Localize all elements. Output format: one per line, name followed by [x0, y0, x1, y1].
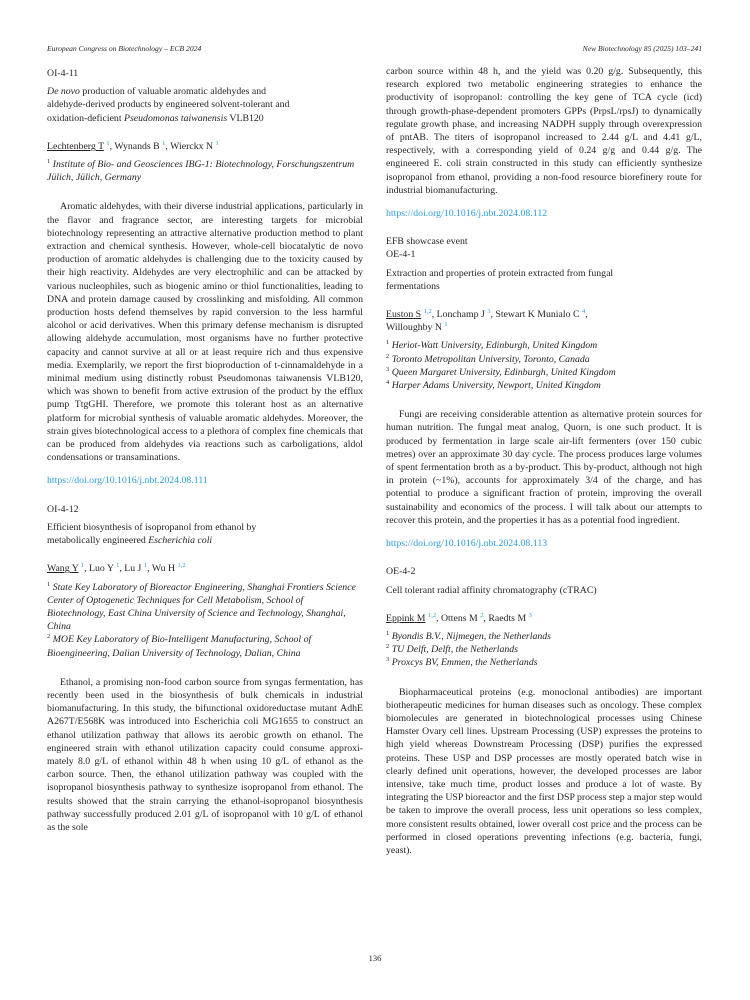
- author: Willoughby N: [386, 322, 442, 334]
- author-affil-link[interactable]: 1: [162, 139, 166, 147]
- author-affil-link[interactable]: 1: [143, 562, 148, 570]
- author: Lonchamp J: [436, 309, 485, 321]
- affiliation: $^2$ Toronto Metropolitan University, Toronto, Canada: [386, 352, 590, 365]
- abstract-title: Cell tolerant radial affinity chromatography (cTRAC): [386, 584, 597, 596]
- abstract-code: OE-4-1: [386, 249, 416, 261]
- affiliation-list: [47, 581, 363, 660]
- affiliation: $^3$ Queen Margaret University, Edinburgh, United Kingdom: [386, 365, 616, 378]
- author: Luo Y: [89, 563, 114, 575]
- title-italic: De novo: [47, 86, 80, 98]
- author-presenter: Euston S: [386, 309, 422, 321]
- abstract-body: Fungi are receiving considerable attention as alternative protein sources for human nutrition. The fungal meat analog, Quorn, is one such product. It is produced by fermentation in large scale air-lift fermenters (over 150 cubic metres) over an approximate 30 day cycle. The process produces large volumes of spent fermentation broth as a by-product. This by-product, although not high in protein (~1%), accounts for approximately 3/4 of the charge, and has potential to produce a significant fraction of protein, improving the overall sustainability and economics of the process. I will talk about our attempts to recover this protein, and the properties it has as a potential food ingredient.: [386, 409, 702, 526]
- author-affil-link[interactable]: 1: [444, 321, 448, 329]
- author-affil-link[interactable]: 1,2: [177, 562, 186, 570]
- abstract-body: Aromatic aldehydes, with their diverse industrial applications, particularly in the flavor and fragrance sector, are interesting targets for microbial biotechnology representing an attractive alternative production method to plant extraction and chemical synthesis. However, whole-cell biocatalytic de novo production of aromatic aldehydes is challenging due to the toxicity caused by their high reactivity. Aldehydes are very electrophilic and can be attacked by various nucleophiles, such as biogenic amino or thiol functionalities, leading to DNA and protein damage caused by crosslinking and misfolding. All common production hosts defend themselves by rapid conversion to the less harmful alcohol or acid derivatives. When this primary defense mechanism is disrupted allowing aldehyde accumulation, most organisms have no further protective capacity and cannot survive at all or at least require rich and thus expensive media. Exemplarily, we report the first bioproduction of t-cinnamaldehyde in a minimal medium using distinctly robust Pseudomonas taiwanensis VLB120, which was shown to benefit from active extrusion of the product by the efflux pump TtgGHI. Therefore, we promote this tolerant host as an alternative platform for microbial synthesis of valuable aromatic aldehydes. Moreover, the strain gives biotechnological access to a plethora of complex fine chemicals that can be produced from aldehydes via reactions such as carboligations, aldol condensations or transaminations.: [47, 201, 363, 464]
- title-text-end: VLB120: [227, 112, 264, 124]
- affiliation-list: [386, 630, 702, 670]
- author-presenter: Lechtenberg T: [47, 140, 104, 152]
- running-head-journal-conference: European Congress on Biotechnology – ECB 2024: [47, 44, 202, 53]
- author-affil-link[interactable]: 3: [487, 308, 491, 316]
- page-number: 136: [368, 953, 382, 963]
- abstract-code: OI-4-11: [47, 68, 79, 79]
- doi-link[interactable]: https://doi.org/10.1016/j.nbt.2024.08.113: [386, 538, 548, 550]
- abstract-oi-4-11: [47, 67, 363, 488]
- right-column: [386, 65, 702, 867]
- abstract-code: OE-4-2: [386, 566, 416, 578]
- running-head-citation: New Biotechnology 85 (2025) 103–241: [582, 44, 702, 53]
- title-text: Efficient biosynthesis of isopropanol from ethanol by metabolically engineered: [47, 521, 257, 547]
- author-list: Lechtenberg T $^1$, Wynands B $^1$, Wierckx N $^1$: [47, 139, 219, 152]
- title-italic-species: Escherichia coli: [148, 535, 213, 547]
- abstract-body: Ethanol, a promising non-food carbon source from syngas fermentation, has recently been used in the biosynthesis of bulk chemicals in industrial biomanufacturing. In this study, the bifunctional oxidoreductase mutant AdhE A267T/E568K was introduced into Escherichia coli MG1655 to construct an ethanol utilization pathway that allows its aerobic growth on ethanol. The engineered strain with ethanol utilization capacity could consume approximately 8.0 g/L of ethanol within 48 h when using 10 g/L of ethanol as the carbon source. Then, the ethanol utilization pathway was coupled with the isopropanol biosynthesis pathway to synthesize isopropanol from ethanol. The results showed that the strain carrying the ethanol-isopropanol biosynthesis pathway successfully produced 2.01 g/L of isopropanol with 10 g/L of ethanol as the sole: [47, 676, 363, 833]
- author: Wu H: [151, 563, 176, 575]
- author-presenter: Wang Y: [47, 563, 79, 575]
- affiliation: $^2$ MOE Key Laboratory of Bio-Intelligent Manufacturing, School of Bioengineering, Dalian University of Technology, Dalian, China: [47, 633, 312, 659]
- author-affil-link[interactable]: 1: [106, 139, 110, 147]
- author-affil-link[interactable]: 2: [480, 611, 484, 619]
- author: Ottens M: [440, 612, 478, 624]
- author-list: Euston S $^{1,2}$, Lonchamp J $^3$, Stewart K Munialo C $^4$, Willoughby N $^1$: [386, 308, 588, 334]
- abstract-title: Extraction and properties of protein extracted from fungal fermentations: [386, 267, 614, 292]
- abstract-oe-4-1: [386, 235, 702, 550]
- abstract-oi-4-12: [47, 503, 363, 834]
- author: Raedts M: [488, 612, 527, 624]
- author-affil-link[interactable]: 3: [528, 611, 532, 619]
- abstract-body-continued: carbon source within 48 h, and the yield was 0.20 g/g. Subsequently, this research explored two metabolic engineering strategies to enhance the productivity of isopropanol: controlling the key gene of TCA cycle (icd) through growth-phase-dependent promoters GPPs (PrpsL/rpsJ) to dynamically regulate growth phase, and increasing NADPH supply through overexpression of pntAB. The titers of isopropanol increased to 2.44 g/L and 4.41 g/L, respectively, with a corresponding yield of 0.24 g/g and 0.44 g/g. The engineered E. coli strain constructed in this study can efficiently synthesize isopropanol from ethanol, providing a non-food resource biorefinery route for industrial biomanufacturing.: [386, 66, 702, 196]
- author-affil-link[interactable]: 1,2: [427, 611, 437, 619]
- author-affil-link[interactable]: 1: [116, 562, 120, 570]
- author: Lu J: [124, 563, 142, 575]
- affiliation: $^1$ Heriot-Watt University, Edinburgh, United Kingdom: [386, 339, 598, 352]
- author-list: Wang Y $^1$, Luo Y $^1$, Lu J $^1$, Wu H $^{1,2}$: [47, 562, 186, 575]
- abstract-title: [47, 521, 297, 547]
- affiliation: $^1$ Byondis B.V., Nijmegen, the Netherlands: [386, 629, 551, 642]
- author-list: Eppink M $^{1,2}$, Ottens M $^2$, Raedts M $^3$: [386, 611, 532, 624]
- author-affil-link[interactable]: 1,2: [423, 308, 432, 316]
- title-italic-species: Pseudomonas taiwanensis: [124, 112, 228, 124]
- author-affil-link[interactable]: 1: [215, 139, 219, 147]
- author-affil-link[interactable]: 1: [80, 562, 85, 570]
- doi-link[interactable]: https://doi.org/10.1016/j.nbt.2024.08.111: [47, 475, 208, 487]
- abstract-body: Biopharmaceutical proteins (e.g. monoclonal antibodies) are important biotherapeutic medicines for human diseases such as oncology. These complex biomolecules are generated in biotechnological processes using Chinese Hamster Ovary cell lines. Upstream Processing (USP) expresses the proteins to high yield whereas Downstream Processing (DSP) purifies the expressed proteins. These USP and DSP processes are mostly operated batch wise in clearly defined unit operations, however, the developed processes are labor intensive, take much time, product losses and produce a lot of waste. By integrating the USP bioreactor and the first DSP process step a major step would be taken to improve the overall process, less unit operations so less complex, more consistent results obtained, lower overall cost price and the process can be performed in closed operations preventing infections (e.g. bacteria, fungi, yeast).: [386, 686, 702, 856]
- event-label: EFB showcase event: [386, 236, 468, 248]
- abstract-title: [47, 85, 297, 125]
- author: Wierckx N: [170, 140, 214, 152]
- doi-link[interactable]: https://doi.org/10.1016/j.nbt.2024.08.112: [386, 208, 548, 220]
- abstract-oi-4-12-continued: [386, 65, 702, 220]
- affiliation: $^1$ Institute of Bio- and Geosciences IBG-1: Biotechnology, Forschungszentrum Jülich, Jülich, Germany: [47, 158, 355, 184]
- author-presenter: Eppink M: [386, 612, 426, 624]
- author: Wynands B: [114, 140, 160, 152]
- author-affil-link[interactable]: 4: [581, 308, 586, 316]
- affiliation: $^2$ TU Delft, Delft, the Netherlands: [386, 643, 518, 656]
- abstract-oe-4-2: [386, 565, 702, 857]
- affiliation-list: [47, 158, 363, 184]
- affiliation: $^4$ Harper Adams University, Newport, United Kingdom: [386, 379, 601, 392]
- left-column: [47, 67, 363, 834]
- affiliation-list: [386, 339, 636, 392]
- affiliation: $^1$ State Key Laboratory of Bioreactor Engineering, Shanghai Frontiers Science Center of Optogenetic Techniques for Cell Metabolism, School of Biotechnology, East China University of Science and Technology, Shanghai, China: [47, 580, 356, 633]
- title-text: production of valuable aromatic aldehydes and aldehyde-derived products by engineered solvent-tolerant and oxidation-deficient: [47, 86, 290, 124]
- author: Stewart K Munialo C: [495, 309, 580, 321]
- abstract-code: OI-4-12: [47, 503, 79, 515]
- affiliation: $^3$ Proxcys BV, Emmen, the Netherlands: [386, 656, 538, 669]
